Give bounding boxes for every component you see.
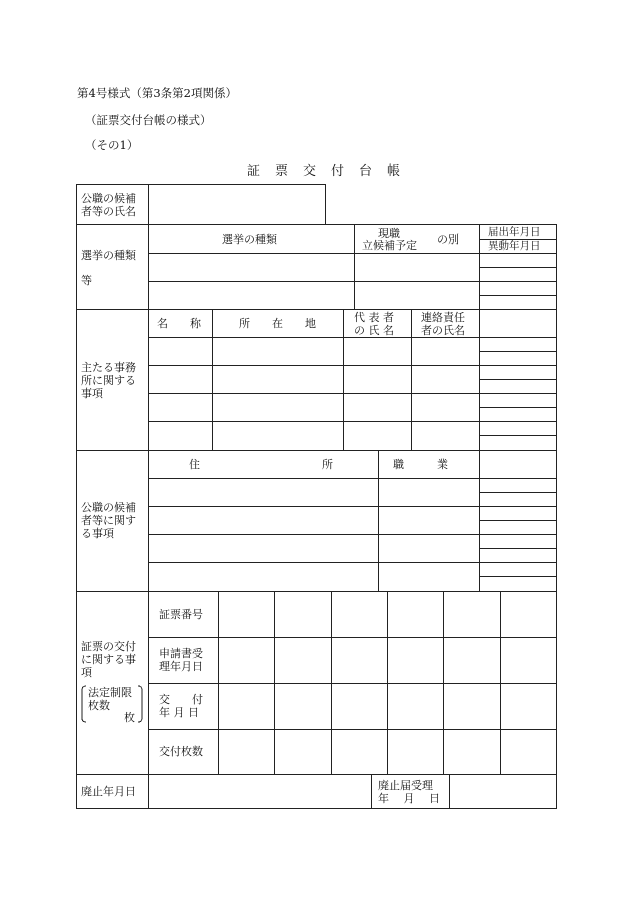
issue-count-label: 交付枚数 [159,745,203,758]
candidate-planned-header: 立候補予定 [362,239,417,252]
abolish-received-label: 廃止届受理 年 月 日 [378,779,440,805]
office-name-header: 名 称 [157,317,201,330]
candidate-matters-label: 公職の候補 者等に関す る事項 [81,501,136,540]
legal-limit-unit: 枚 [124,711,135,724]
issue-date-label: 交 付 年 月 日 [159,693,203,719]
contact-person-header: 連絡責任 者の氏名 [421,311,465,337]
current-post-header: 現職 [378,227,400,240]
change-date-header: 異動年月日 [488,240,541,252]
application-date-label: 申請書受 理年月日 [159,647,203,673]
election-type-label: 選挙の種類 [81,249,136,262]
certificate-number-label: 証票番号 [159,608,203,621]
representative-header: 代 表 者 の 氏 名 [354,311,394,337]
issue-matters-label: 証票の交付 に関する事 項 [81,640,136,679]
form-part: （その1） [85,138,139,152]
candidate-name-label: 公職の候補 者等の氏名 [81,192,136,218]
form-name: （証票交付台帳の様式） [85,113,212,127]
candidate-name-field[interactable] [149,185,325,224]
filing-date-header: 届出年月日 [488,226,541,238]
address-header-1: 住 [189,458,200,471]
occupation-header: 職 業 [393,458,448,471]
election-type-label-suffix: 等 [81,274,92,287]
legal-limit-label: 法定制限 [88,686,132,699]
abolish-date-label: 廃止年月日 [81,785,136,798]
legal-limit-count-label: 枚数 [88,699,110,712]
office-matters-label: 主たる事務 所に関する 事項 [81,361,136,400]
page-title: 証票交付台帳 [247,164,416,179]
form-number: 第4号様式（第3条第2項関係） [77,86,237,100]
office-location-header: 所 在 地 [239,317,316,330]
address-header-2: 所 [322,458,333,471]
election-type-header: 選挙の種類 [222,233,277,246]
distinction-header: の別 [437,233,459,246]
